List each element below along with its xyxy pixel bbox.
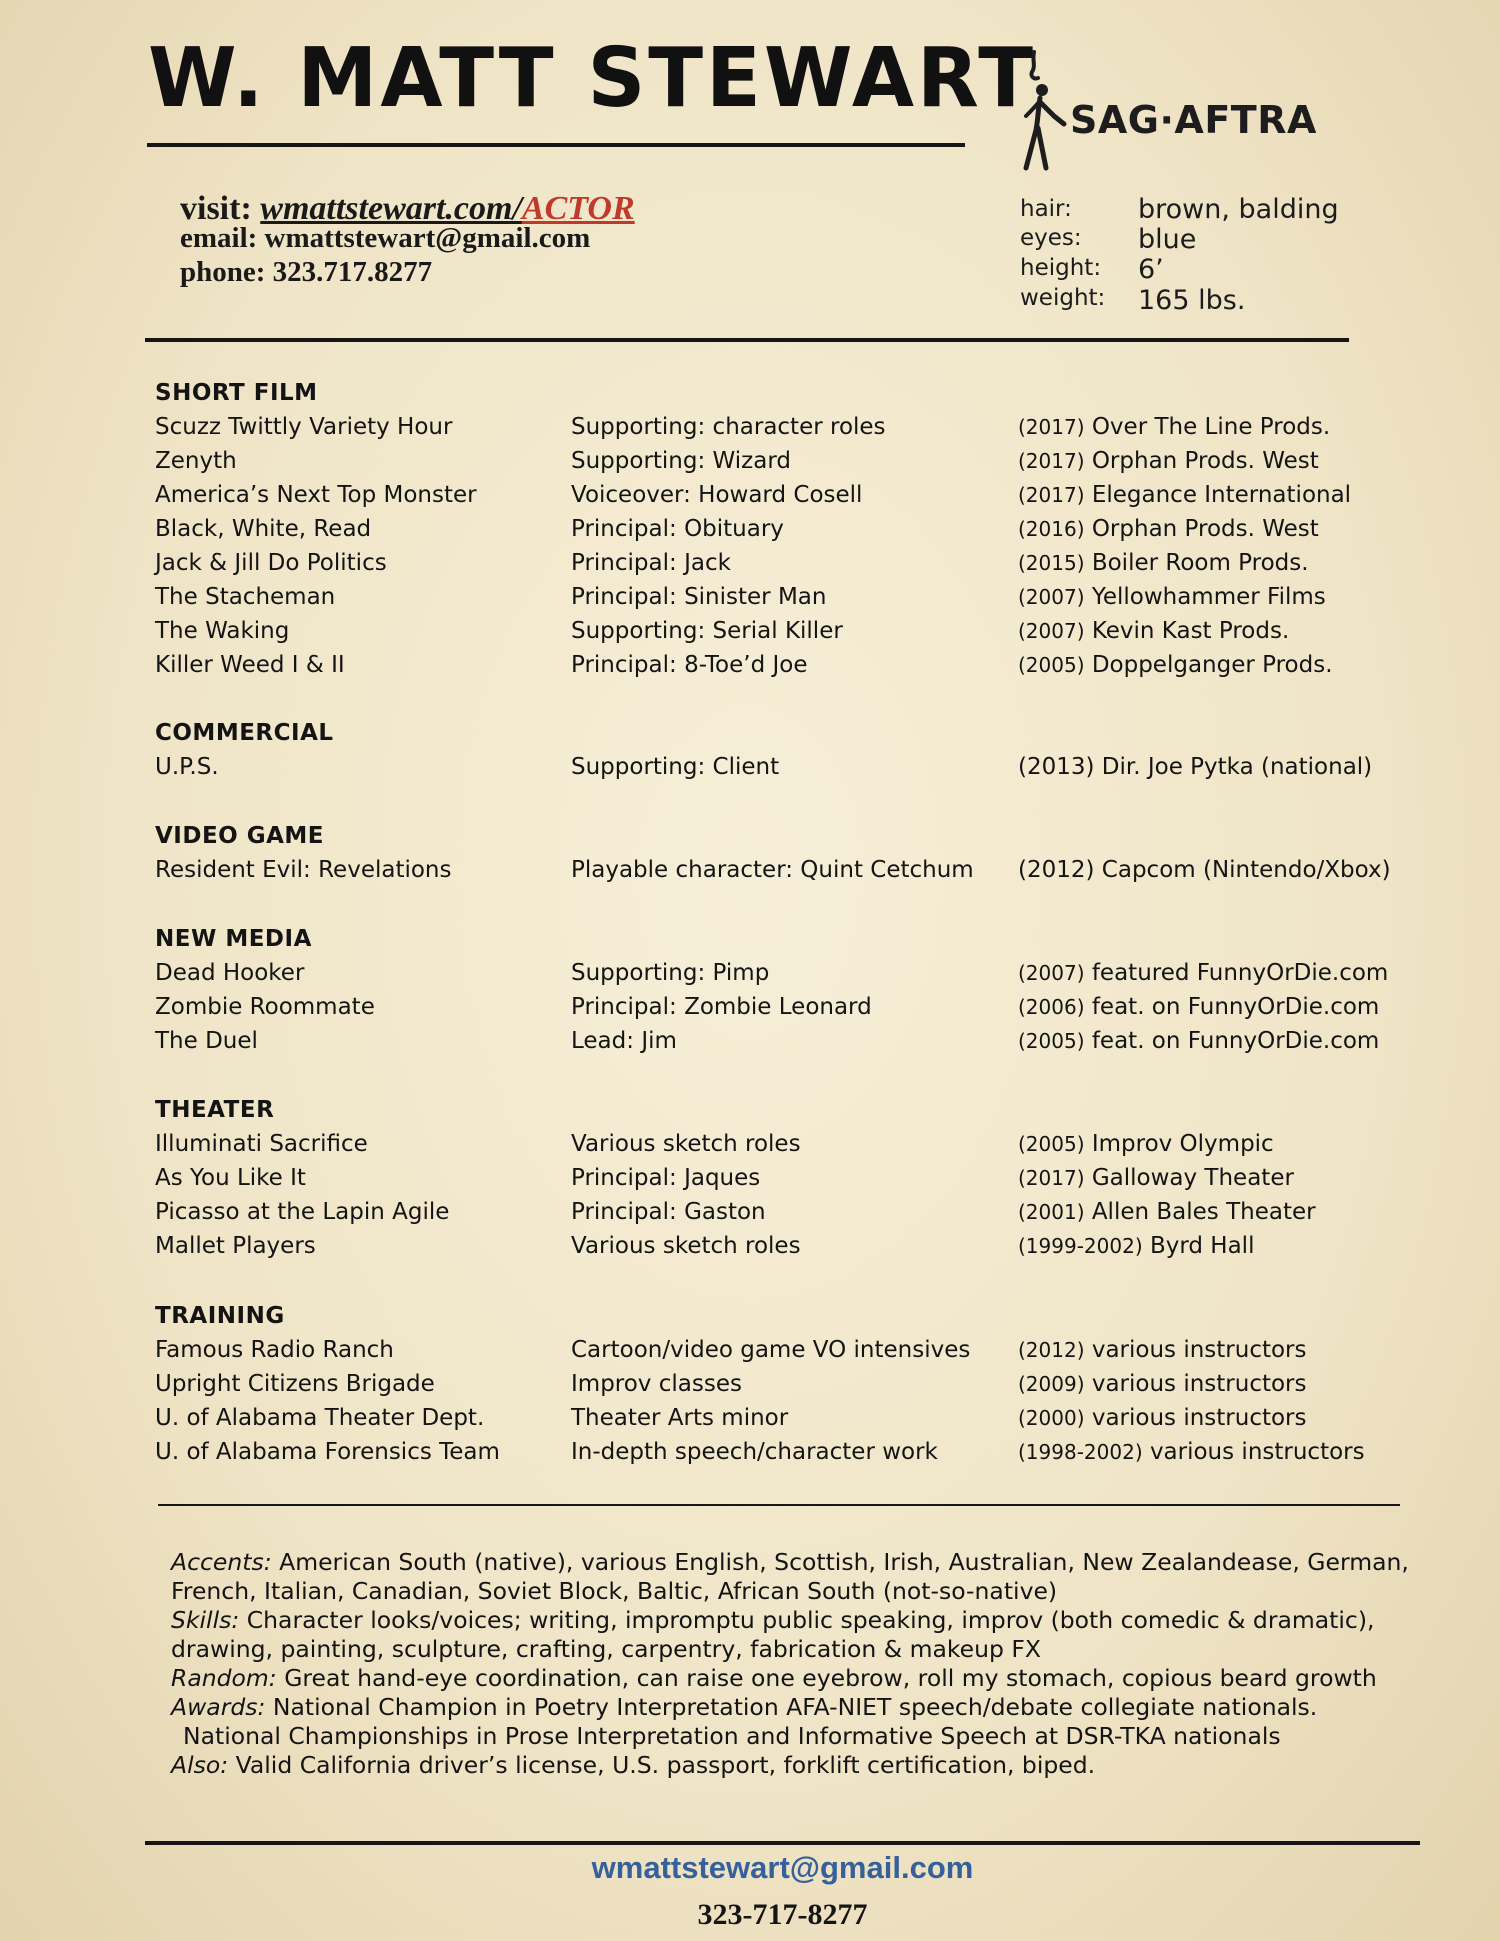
section-title-video-game: VIDEO GAME	[155, 823, 324, 849]
also-line: Also: Valid California driver’s license, U.S. passport, forklift certification, biped.	[171, 1751, 1096, 1779]
skills-line-continued: drawing, painting, sculpture, crafting, carpentry, fabrication & makeup FX	[171, 1635, 1041, 1663]
credit-row: Upright Citizens Brigade Improv classes (2009) various instructors	[155, 1371, 1307, 1397]
sag-aftra-figure-icon	[1012, 50, 1072, 175]
credit-row: Zenyth Supporting: Wizard (2017) Orphan Prods. West	[155, 448, 1319, 474]
section-title-commercial: COMMERCIAL	[155, 720, 334, 746]
hair-value: brown, balding	[1138, 194, 1339, 225]
credit-row: Killer Weed I & II Principal: 8-Toe’d Joe (2005) Doppelganger Prods.	[155, 652, 1333, 678]
name-underline	[147, 143, 965, 147]
credit-row: The Duel Lead: Jim (2005) feat. on FunnyOrDie.com	[155, 1028, 1380, 1054]
visit-label: visit:	[180, 190, 261, 227]
credit-row: Picasso at the Lapin Agile Principal: Gaston (2001) Allen Bales Theater	[155, 1199, 1316, 1225]
credit-row: Mallet Players Various sketch roles (1999-2002) Byrd Hall	[155, 1233, 1255, 1259]
website-link[interactable]: wmattstewart.com/	[260, 190, 522, 227]
hair-label: hair:	[1020, 196, 1072, 222]
credit-row: Scuzz Twittly Variety Hour Supporting: character roles (2017) Over The Line Prods.	[155, 414, 1331, 440]
credit-row: Dead Hooker Supporting: Pimp (2007) featured FunnyOrDie.com	[155, 960, 1389, 986]
credit-row: Jack & Jill Do Politics Principal: Jack (2015) Boiler Room Prods.	[155, 550, 1309, 576]
eyes-value: blue	[1138, 224, 1197, 255]
section-title-training: TRAINING	[155, 1303, 285, 1329]
weight-value: 165 lbs.	[1138, 285, 1246, 316]
awards-line-continued: National Championships in Prose Interpretation and Informative Speech at DSR-TKA nationals	[183, 1722, 1281, 1750]
sag-aftra-wordmark: SAG·AFTRA	[1070, 98, 1317, 142]
footer-divider	[145, 1841, 1420, 1845]
sag-aftra-logo	[1012, 50, 1322, 175]
credit-row: The Waking Supporting: Serial Killer (2007) Kevin Kast Prods.	[155, 618, 1290, 644]
credit-row: Black, White, Read Principal: Obituary (2016) Orphan Prods. West	[155, 516, 1319, 542]
credit-row: Illuminati Sacrifice Various sketch roles (2005) Improv Olympic	[155, 1131, 1274, 1157]
height-label: height:	[1020, 255, 1102, 281]
credit-row: As You Like It Principal: Jaques (2017) Galloway Theater	[155, 1165, 1294, 1191]
section-title-new-media: NEW MEDIA	[155, 926, 312, 952]
height-value: 6’	[1138, 254, 1164, 285]
footer-phone: 323-717-8277	[697, 1898, 868, 1931]
credit-row: U.P.S. Supporting: Client (2013) Dir. Joe Pytka (national)	[155, 754, 1373, 780]
skills-line: Skills: Character looks/voices; writing, impromptu public speaking, improv (both comedic & dramatic),	[171, 1606, 1375, 1634]
section-title-short-film: SHORT FILM	[155, 380, 318, 406]
credits-divider	[158, 1504, 1400, 1506]
credit-row: U. of Alabama Forensics Team In-depth speech/character work (1998-2002) various instructors	[155, 1439, 1365, 1465]
section-title-theater: THEATER	[155, 1097, 275, 1123]
email-line: email: wmattstewart@gmail.com	[180, 222, 591, 254]
special-skills-block	[171, 1548, 1421, 1780]
awards-line: Awards: National Champion in Poetry Interpretation AFA-NIET speech/debate collegiate nationals.	[171, 1693, 1318, 1721]
credit-row: Zombie Roommate Principal: Zombie Leonard (2006) feat. on FunnyOrDie.com	[155, 994, 1380, 1020]
accents-line: Accents: American South (native), various English, Scottish, Irish, Australian, New Zealandease, German,	[171, 1548, 1409, 1576]
credit-row: U. of Alabama Theater Dept. Theater Arts minor (2000) various instructors	[155, 1405, 1307, 1431]
header-divider	[145, 338, 1349, 342]
actor-name: W. MATT STEWART	[148, 31, 1036, 126]
credit-row: Famous Radio Ranch Cartoon/video game VO intensives (2012) various instructors	[155, 1337, 1307, 1363]
phone-line: phone: 323.717.8277	[180, 256, 433, 288]
eyes-label: eyes:	[1020, 225, 1082, 251]
website-actor-suffix[interactable]: ACTOR	[521, 190, 635, 227]
credit-row: Resident Evil: Revelations Playable character: Quint Cetchum (2012) Capcom (Nintendo/Xbox)	[155, 857, 1391, 883]
weight-label: weight:	[1020, 285, 1106, 311]
credit-row: The Stacheman Principal: Sinister Man (2007) Yellowhammer Films	[155, 584, 1326, 610]
accents-line-continued: French, Italian, Canadian, Soviet Block, Baltic, African South (not-so-native)	[171, 1577, 1058, 1605]
random-line: Random: Great hand-eye coordination, can raise one eyebrow, roll my stomach, copious beard growth	[171, 1664, 1377, 1692]
credit-row: America’s Next Top Monster Voiceover: Howard Cosell (2017) Elegance International	[155, 482, 1352, 508]
footer-email[interactable]: wmattstewart@gmail.com	[591, 1850, 974, 1885]
